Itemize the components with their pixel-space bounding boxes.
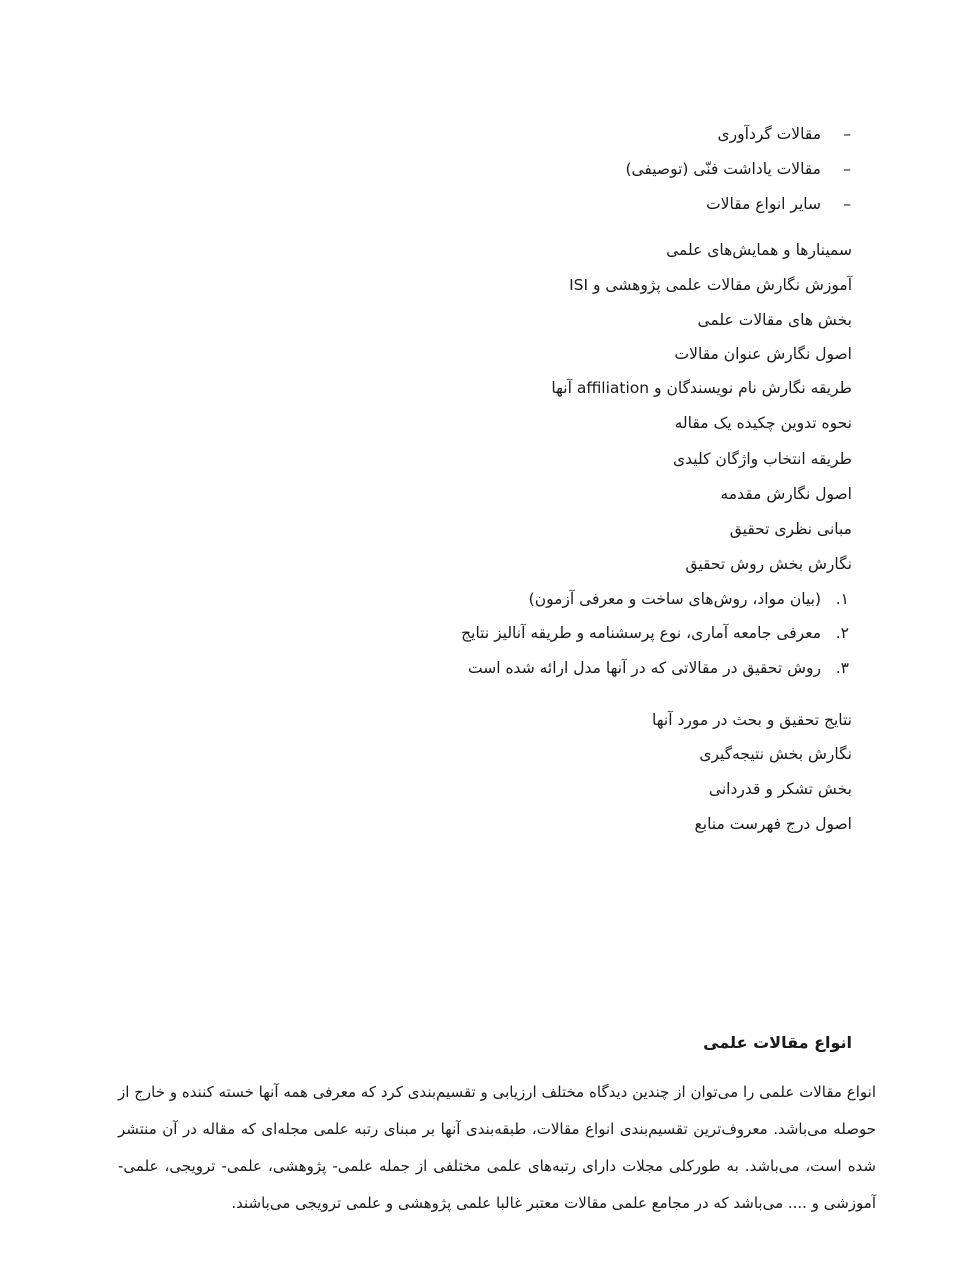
dash-list-item-text: سایر انواع مقالات bbox=[706, 195, 821, 213]
dash-list-item bbox=[706, 193, 851, 215]
dash-list-item bbox=[625, 158, 851, 180]
topic-line: طریقه نگارش نام نویسندگان و affiliation آنها bbox=[551, 379, 852, 397]
topic-line: نگارش بخش نتیجه‌گیری bbox=[699, 745, 852, 763]
numbered-list-item-text: روش تحقیق در مقالاتی که در آنها مدل ارائه شده است bbox=[468, 659, 821, 677]
topic-line: طریقه انتخاب واژگان کلیدی bbox=[673, 450, 852, 468]
topic-line: مبانی نظری تحقیق bbox=[729, 520, 852, 538]
numbered-list-item bbox=[461, 622, 849, 644]
numbered-list-item bbox=[468, 657, 849, 679]
dash-list-item-text: مقالات گردآوری bbox=[717, 125, 821, 143]
list-number: ۲. bbox=[835, 624, 849, 642]
dash-marker: – bbox=[843, 160, 851, 178]
numbered-list-item bbox=[528, 588, 849, 610]
section-paragraph: انواع مقالات علمی را می‌توان از چندین دیدگاه مختلف ارزیابی و تقسیم‌بندی کرد که معرفی همه آنها خسته کننده و خارج از حوصله می‌باشد. معروف‌ترین تقسیم‌بندی انواع مقالات، طبقه‌بندی آنها بر مبنای رتبه علمی مجله‌ای که مقاله در آن منتشر شده است، می‌باشد. به طورکلی مجلات دارای رتبه‌های علمی مختلفی از جمله علمی- پژوهشی، علمی- ترویجی، علمی- آموزشی و .... می‌باشد که در مجامع علمی مقالات معتبر غالبا علمی پژوهشی و علمی ترویجی می‌باشند. bbox=[118, 1083, 876, 1212]
topic-line: سمینارها و همایش‌های علمی bbox=[666, 241, 852, 259]
topic-line: نحوه تدوین چکیده یک مقاله bbox=[674, 414, 852, 432]
dash-list-item bbox=[717, 123, 851, 145]
dash-marker: – bbox=[843, 195, 851, 213]
topic-line: نتایج تحقیق و بحث در مورد آنها bbox=[652, 711, 852, 729]
dash-list-item-text: مقالات یاداشت فنّی (توصیفی) bbox=[625, 160, 821, 178]
section-heading: انواع مقالات علمی bbox=[703, 1033, 852, 1052]
list-number: ۳. bbox=[835, 659, 849, 677]
topic-line: بخش های مقالات علمی bbox=[697, 311, 852, 329]
numbered-list-item-text: معرفی جامعه آماری، نوع پرسشنامه و طریقه آنالیز نتایج bbox=[461, 624, 821, 642]
numbered-list-item-text: (بیان مواد، روش‌های ساخت و معرفی آزمون) bbox=[528, 590, 821, 608]
topic-line: آموزش نگارش مقالات علمی پژوهشی و ISI bbox=[569, 276, 852, 294]
topic-line: اصول درج فهرست منابع bbox=[694, 815, 852, 833]
dash-marker: – bbox=[843, 125, 851, 143]
topic-line: اصول نگارش مقدمه bbox=[720, 485, 852, 503]
topic-line: اصول نگارش عنوان مقالات bbox=[674, 345, 852, 363]
topic-line: نگارش بخش روش تحقیق bbox=[685, 555, 852, 573]
topic-line: بخش تشکر و قدردانی bbox=[708, 780, 852, 798]
list-number: ۱. bbox=[835, 590, 849, 608]
